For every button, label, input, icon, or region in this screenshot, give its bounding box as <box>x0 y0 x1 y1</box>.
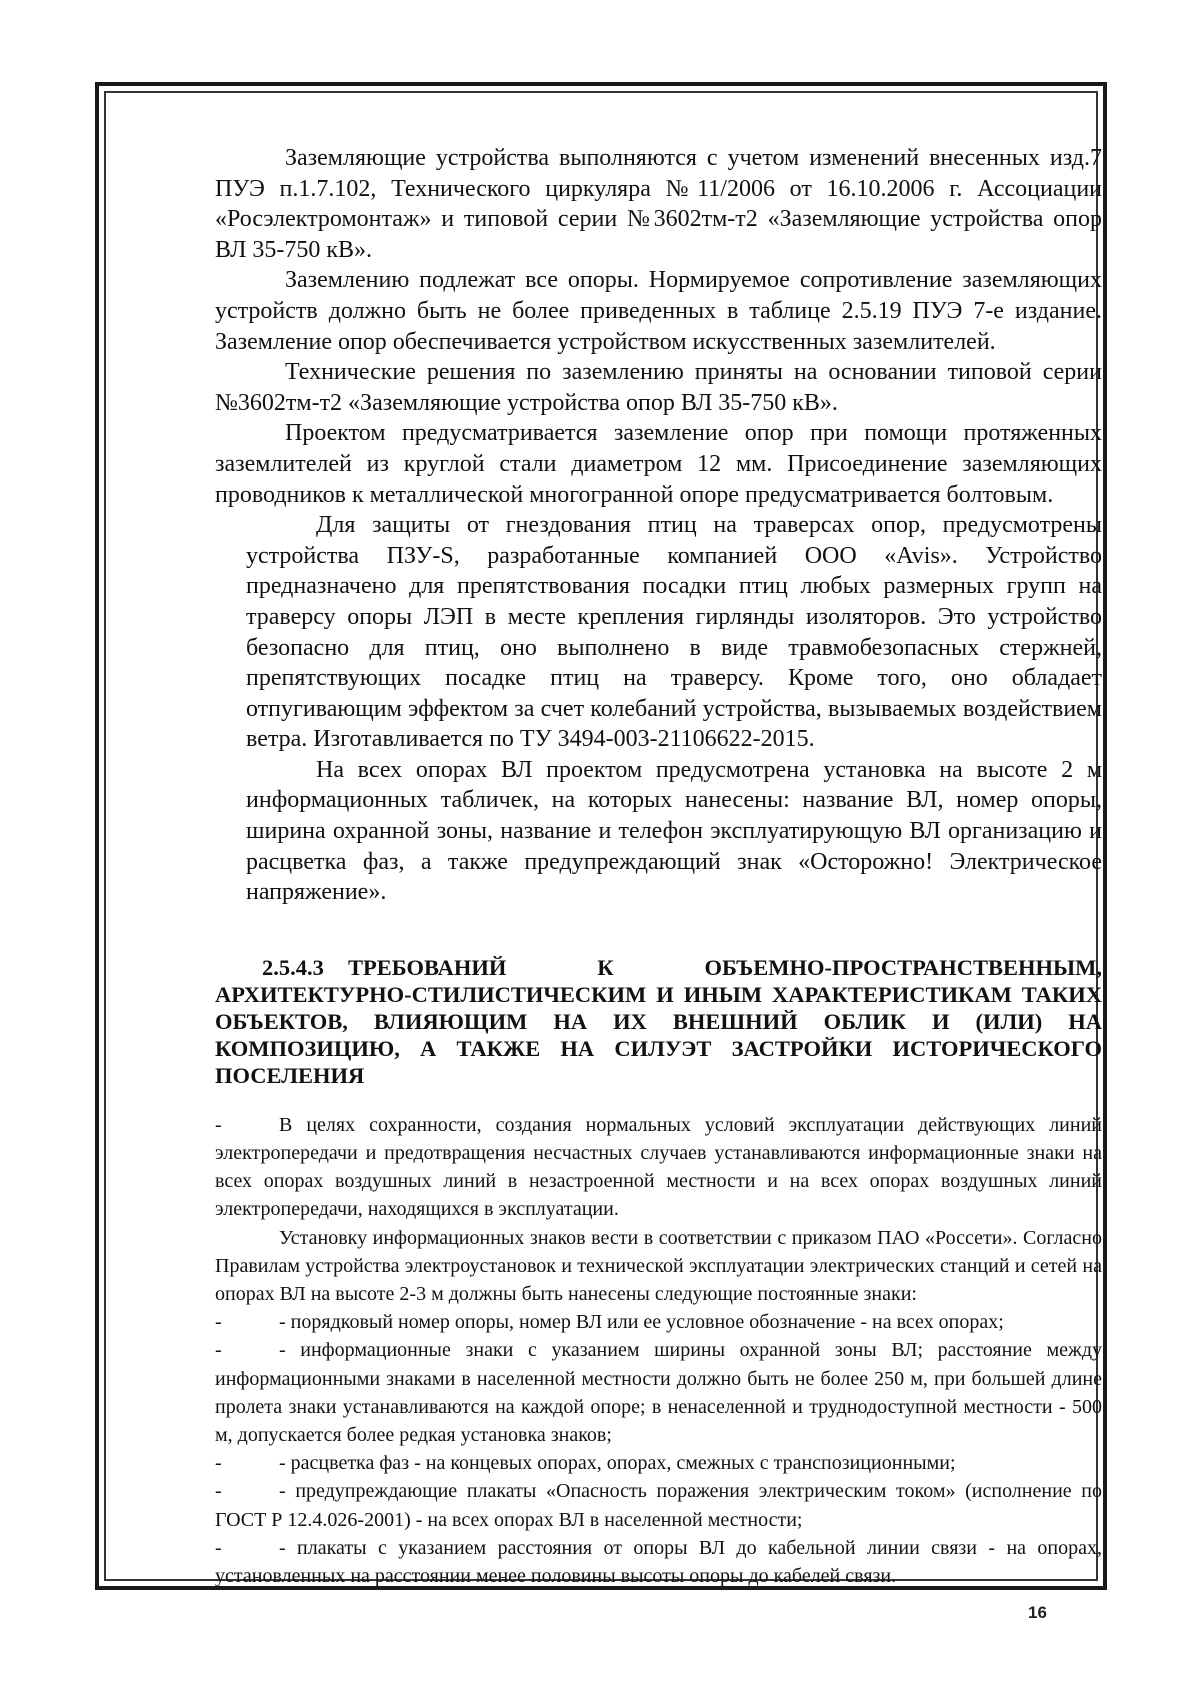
paragraph-bird-protection: Для защиты от гнездования птиц на траверсах опор, предусмотрены устройства ПЗУ-S, разработанные компанией ООО «Avis». Устройство предназначено для препятствования посадки птиц любых размерных групп на траверсу опоры ЛЭП в месте крепления гирлянды изоляторов. Это устройство безопасно для птиц, оно выполнено в виде травмобезопасных стержней, препятствующих посадке птиц на траверсу. Кроме того, оно обладает отпугивающим эффектом за счет колебаний устройства, вызываемых воздействием ветра. Изготавливается по ТУ 3494-003-21106622-2015. <box>246 512 1102 753</box>
list-item-text: - информационные знаки с указанием ширины охранной зоны ВЛ; расстояние между информационными знаками в населенной местности должно быть не более 250 м, при большей длине пролета знаки устанавливаются на каждой опоре; в ненаселенной и труднодоступной местности - 500 м, допускается более редкая установка знаков; <box>215 1339 1102 1447</box>
list-item <box>215 1477 1102 1533</box>
section-number: 2.5.4.3 <box>262 954 324 980</box>
list-dash: - <box>215 1452 222 1475</box>
list-item-text: - плакаты с указанием расстояния от опоры ВЛ до кабельной линии связи - на опорах, установленных на расстоянии менее половины высоты опоры до кабелей связи. <box>215 1536 1102 1588</box>
list-item <box>215 1111 1102 1224</box>
paragraph-info-signs: Установку информационных знаков вести в соответствии с приказом ПАО «Россети». Согласно Правилам устройства электроустановок и технической эксплуатации электрических станций и сетей на опорах ВЛ на высоте 2-3 м должны быть нанесены следующие постоянные знаки: <box>215 1226 1102 1306</box>
list-item-text: - порядковый номер опоры, номер ВЛ или ее условное обозначение - на всех опорах; <box>279 1311 1004 1334</box>
paragraph-info-plates: На всех опорах ВЛ проектом предусмотрена установка на высоте 2 м информационных табличек, на которых нанесены: название ВЛ, номер опоры, ширина охранной зоны, название и телефон эксплуатирующую ВЛ организацию и расцветка фаз, а также предупреждающий знак «Осторожно! Электрическое напряжение». <box>246 756 1102 906</box>
list-dash: - <box>215 1311 222 1334</box>
paragraph-grounding-electrodes: Проектом предусматривается заземление опор при помощи протяженных заземлителей из круглой стали диаметром 12 мм. Присоединение заземляющих проводников к металлической многогранной опоре предусматривается болтовым. <box>215 420 1102 508</box>
paragraph-grounding: Заземляющие устройства выполняются с учетом изменений внесенных изд.7 ПУЭ п.1.7.102, Технического циркуляра №11/2006 от 16.10.2006 г. Ассоциации «Росэлектромонтаж» и типовой серии №3602тм-т2 «Заземляющие устройства опор ВЛ 35-750 кВ». <box>215 145 1102 263</box>
list-dash: - <box>215 1480 222 1503</box>
list-item <box>215 1336 1102 1449</box>
list-item <box>215 1308 1102 1336</box>
list-item-text: В целях сохранности, создания нормальных условий эксплуатации действующих линий электропередачи и предотвращения несчастных случаев устанавливаются информационные знаки на всех опорах воздушных линий в незастроенной местности и на всех опорах воздушных линий электропередачи, находящихся в эксплуатации. <box>215 1113 1102 1221</box>
list-item-text: - предупреждающие плакаты «Опасность поражения электрическим током» (исполнение по ГОСТ Р 12.4.026-2001) - на всех опорах ВЛ в населенной местности; <box>215 1480 1102 1531</box>
list-dash: - <box>215 1536 222 1559</box>
list-item <box>215 1534 1102 1590</box>
paragraph-grounding-supports: Заземлению подлежат все опоры. Нормируемое сопротивление заземляющих устройств должно быть не более приведенных в таблице 2.5.19 ПУЭ 7-е издание. Заземление опор обеспечивается устройством искусственных заземлителей. <box>215 267 1102 355</box>
section-body <box>215 1111 1102 1590</box>
document-body <box>215 143 1102 1590</box>
page-number: 16 <box>1028 1603 1047 1622</box>
paragraph-technical-solutions: Технические решения по заземлению приняты на основании типовой серии №3602тм-т2 «Заземляющие устройства опор ВЛ 35-750 кВ». <box>215 359 1102 416</box>
list-item-text: - расцветка фаз - на концевых опорах, опорах, смежных с транспозиционными; <box>279 1452 956 1475</box>
section-title: ТРЕБОВАНИЙ К ОБЪЕМНО-ПРОСТРАНСТВЕННЫМ, АРХИТЕКТУРНО-СТИЛИСТИЧЕСКИМ И ИНЫМ ХАРАКТЕРИСТИКАМ ТАКИХ ОБЪЕКТОВ, ВЛИЯЮЩИМ НА ИХ ВНЕШНИЙ ОБЛИК И (ИЛИ) НА КОМПОЗИЦИЮ, А ТАКЖЕ НА СИЛУЭТ ЗАСТРОЙКИ ИСТОРИЧЕСКОГО ПОСЕЛЕНИЯ <box>215 954 1102 1088</box>
list-item <box>215 1449 1102 1477</box>
section-heading <box>215 954 1102 1089</box>
list-dash: - <box>215 1339 222 1362</box>
list-dash: - <box>215 1113 222 1136</box>
